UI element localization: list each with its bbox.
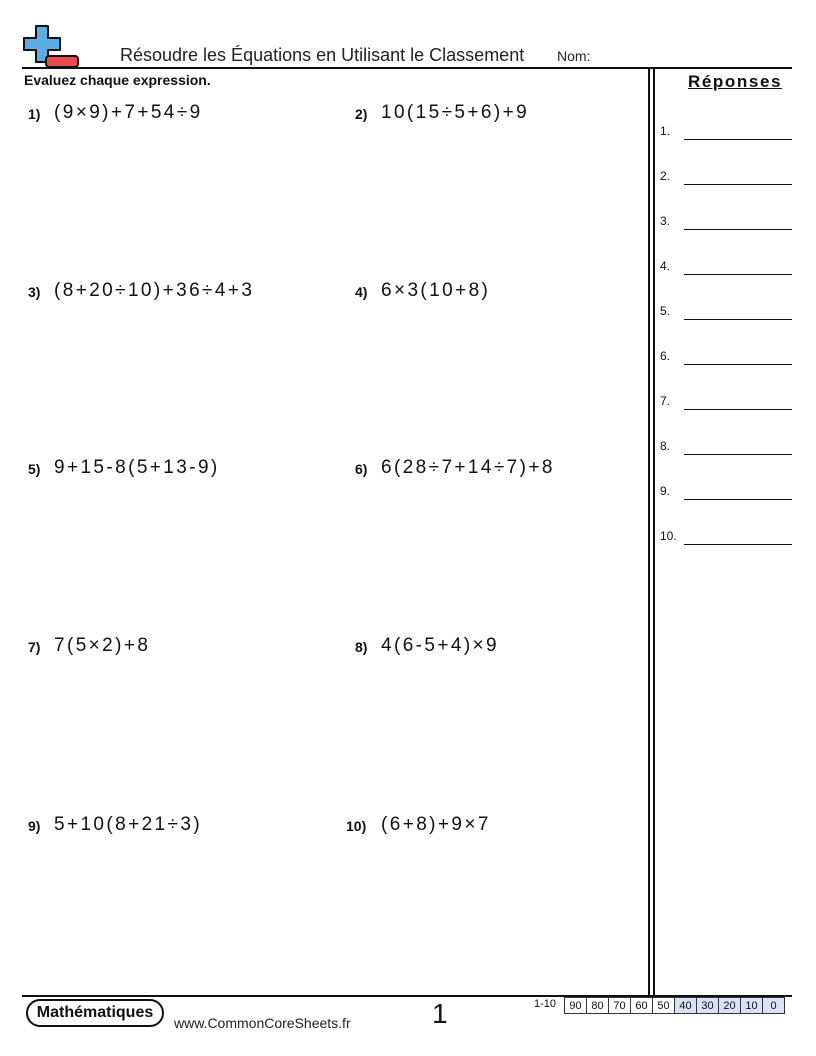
answer-line[interactable] — [684, 499, 792, 500]
answer-label: 6. — [660, 349, 671, 363]
answer-label: 7. — [660, 394, 671, 408]
score-cell: 60 — [631, 998, 653, 1014]
plus-minus-logo-icon — [22, 24, 80, 70]
problem-number: 7) — [28, 639, 41, 655]
answer-line[interactable] — [684, 184, 792, 185]
answers-column-divider — [648, 67, 650, 996]
answer-row-9[interactable] — [660, 484, 792, 504]
answer-row-10[interactable] — [660, 529, 792, 549]
answer-label: 9. — [660, 484, 671, 498]
header-divider — [22, 67, 792, 69]
answer-line[interactable] — [684, 139, 792, 140]
problem-expression: (8+20÷10)+36÷4+3 — [54, 280, 255, 301]
answer-line[interactable] — [684, 544, 792, 545]
score-cell: 80 — [587, 998, 609, 1014]
answer-label: 3. — [660, 214, 671, 228]
score-cell: 90 — [565, 998, 587, 1014]
answer-label: 5. — [660, 304, 671, 318]
instructions: Evaluez chaque expression. — [24, 72, 211, 88]
answer-row-8[interactable] — [660, 439, 792, 459]
answer-line[interactable] — [684, 319, 792, 320]
answer-line[interactable] — [684, 364, 792, 365]
answer-line[interactable] — [684, 274, 792, 275]
problem-number: 3) — [28, 284, 41, 300]
problem-number: 6) — [355, 461, 368, 477]
answer-row-1[interactable] — [660, 124, 792, 144]
answer-label: 10. — [660, 529, 677, 543]
score-cell-highlighted: 40 — [675, 998, 697, 1014]
problem-expression: 10(15÷5+6)+9 — [381, 102, 530, 123]
score-cell-highlighted: 20 — [719, 998, 741, 1014]
score-cell: 50 — [653, 998, 675, 1014]
answers-column-divider-inner — [653, 67, 655, 996]
answer-row-6[interactable] — [660, 349, 792, 369]
problem-number: 8) — [355, 639, 368, 655]
answer-label: 8. — [660, 439, 671, 453]
score-table — [564, 997, 785, 1014]
problem-number: 1) — [28, 106, 41, 122]
problem-expression: 6(28÷7+14÷7)+8 — [381, 457, 555, 478]
page-number: 1 — [432, 998, 448, 1029]
answers-title: Réponses — [688, 72, 783, 91]
problem-expression: (6+8)+9×7 — [381, 814, 491, 835]
score-cell-highlighted: 30 — [697, 998, 719, 1014]
score-cell-highlighted: 10 — [741, 998, 763, 1014]
answer-row-4[interactable] — [660, 259, 792, 279]
answer-row-3[interactable] — [660, 214, 792, 234]
answer-row-5[interactable] — [660, 304, 792, 324]
answer-label: 2. — [660, 169, 671, 183]
score-range-label: 1-10 — [534, 998, 557, 1010]
score-cell: 70 — [609, 998, 631, 1014]
problem-number: 2) — [355, 106, 368, 122]
problem-number: 4) — [355, 284, 368, 300]
answer-line[interactable] — [684, 229, 792, 230]
problem-expression: (9×9)+7+54÷9 — [54, 102, 203, 123]
website-link[interactable]: www.CommonCoreSheets.fr — [174, 1015, 351, 1031]
answer-label: 4. — [660, 259, 671, 273]
score-cell-highlighted: 0 — [763, 998, 785, 1014]
page-title: Résoudre les Équations en Utilisant le Classement — [120, 45, 525, 65]
answer-line[interactable] — [684, 454, 792, 455]
answer-line[interactable] — [684, 409, 792, 410]
problem-expression: 6×3(10+8) — [381, 280, 491, 301]
answer-label: 1. — [660, 124, 671, 138]
answer-row-2[interactable] — [660, 169, 792, 189]
problem-number: 10) — [346, 818, 367, 834]
problem-expression: 5+10(8+21÷3) — [54, 814, 203, 835]
problem-number: 9) — [28, 818, 41, 834]
problem-expression: 7(5×2)+8 — [54, 635, 151, 656]
problem-expression: 9+15-8(5+13-9) — [54, 457, 220, 478]
subject-badge: Mathématiques — [26, 999, 164, 1027]
name-label: Nom: — [557, 48, 591, 64]
problem-number: 5) — [28, 461, 41, 477]
problem-expression: 4(6-5+4)×9 — [381, 635, 500, 656]
answer-row-7[interactable] — [660, 394, 792, 414]
